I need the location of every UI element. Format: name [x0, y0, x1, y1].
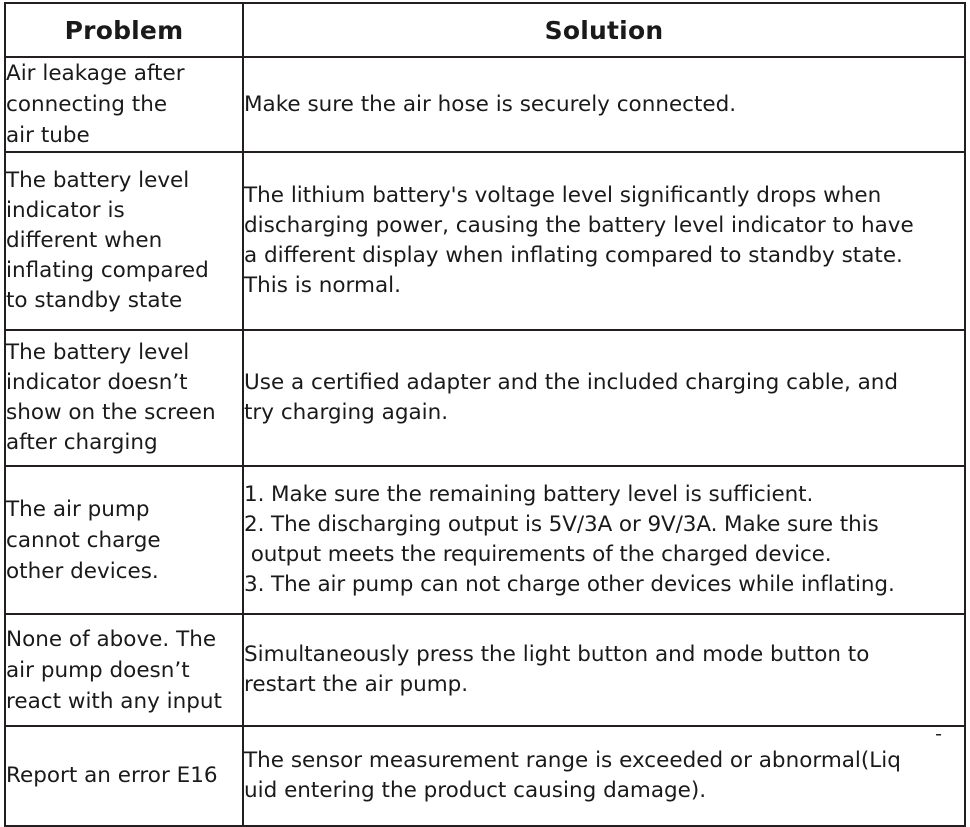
problem-line: indicator doesn’t [6, 370, 188, 395]
solution-line: 3. The air pump can not charge other devices while inflating. [244, 572, 895, 597]
solution-line: restart the air pump. [244, 672, 469, 697]
column-header-solution: Solution [243, 3, 965, 57]
problem-line: The air pump [6, 496, 150, 522]
problem-line: None of above. The [6, 626, 217, 652]
problem-line: connecting the [6, 92, 168, 117]
solution-cell [243, 330, 965, 466]
table-row [5, 152, 965, 330]
problem-cell [5, 466, 243, 614]
problem-line: Air leakage after [6, 61, 185, 86]
solution-line: Simultaneously press the light button and mode button to [244, 642, 870, 667]
problem-cell [5, 57, 243, 152]
solution-cell [243, 466, 965, 614]
problem-line: air tube [6, 123, 90, 148]
solution-line: 1. Make sure the remaining battery level is sufficient. [244, 482, 814, 507]
solution-line: This is normal. [244, 273, 401, 298]
table-row [5, 614, 965, 726]
table-row [5, 57, 965, 152]
problem-line: to standby state [6, 288, 183, 313]
problem-line: air pump doesn’t [6, 657, 190, 683]
troubleshooting-table [4, 2, 966, 827]
problem-line: different when [6, 228, 163, 253]
table-row [5, 726, 965, 826]
solution-line: Use a certified adapter and the included charging cable, and [244, 370, 899, 395]
solution-line: 2. The discharging output is 5V/3A or 9V/3A. Make sure this [244, 512, 879, 537]
solution-cell [243, 57, 965, 152]
table-row [5, 466, 965, 614]
problem-line: The battery level [6, 168, 190, 193]
problem-cell [5, 152, 243, 330]
problem-line: inflating compared [6, 258, 209, 283]
solution-cell [243, 723, 965, 826]
solution-cell [243, 614, 965, 726]
problem-line: indicator is [6, 198, 125, 223]
problem-cell [5, 614, 243, 726]
problem-cell [5, 330, 243, 466]
problem-line: cannot charge [6, 527, 161, 553]
problem-line: react with any input [6, 688, 222, 714]
solution-line: Make sure the air hose is securely connected. [244, 91, 737, 117]
problem-line: show on the screen [6, 400, 216, 425]
problem-line: after charging [6, 430, 158, 455]
table-header-row [5, 3, 965, 57]
solution-line: uid entering the product causing damage). [244, 778, 707, 803]
solution-line: try charging again. [244, 400, 449, 425]
problem-cell [5, 726, 243, 826]
page-mark: - [935, 723, 942, 745]
table-row [5, 330, 965, 466]
problem-line: other devices. [6, 558, 159, 584]
solution-line: The lithium battery's voltage level significantly drops when [244, 183, 882, 208]
solution-line: output meets the requirements of the charged device. [244, 542, 832, 567]
solution-cell [243, 152, 965, 330]
troubleshooting-page [0, 2, 970, 803]
column-header-problem: Problem [5, 3, 243, 57]
problem-line: The battery level [6, 340, 190, 365]
problem-line: Report an error E16 [6, 763, 218, 788]
solution-line: a different display when inflating compared to standby state. [244, 243, 903, 268]
solution-line: discharging power, causing the battery level indicator to have [244, 213, 914, 238]
solution-line: The sensor measurement range is exceeded or abnormal(Liq [244, 748, 901, 773]
